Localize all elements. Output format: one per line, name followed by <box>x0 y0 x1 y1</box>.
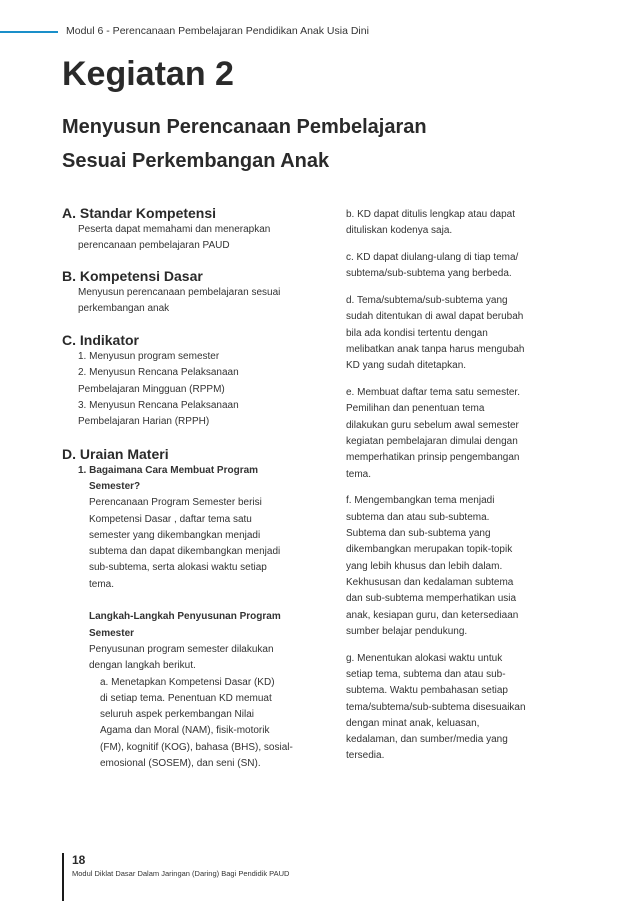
section-heading-standar-kompetensi: A. Standar Kompetensi <box>62 205 217 221</box>
text-line: 3. Menyusun Rencana Pelaksanaan <box>78 400 239 412</box>
subsection-heading: Semester? <box>89 480 141 492</box>
text-line: Perencanaan Program Semester berisi <box>89 497 262 509</box>
text-line: perencanaan pembelajaran PAUD <box>78 240 230 252</box>
text-line: tema. <box>89 578 115 590</box>
text-line: kedalaman, dan sumber/media yang <box>346 734 508 746</box>
section-body-standar-kompetensi <box>62 222 322 255</box>
text-line: dituliskan kodenya saja. <box>346 225 453 237</box>
paragraph-c <box>346 250 576 283</box>
text-line: dan sub-subtema memperhatikan usia <box>346 593 517 605</box>
right-column <box>346 207 576 775</box>
paragraph-e <box>346 385 576 483</box>
section-body-kompetensi-dasar <box>62 285 322 318</box>
text-line: Peserta dapat memahami dan menerapkan <box>78 224 271 235</box>
paragraph-d <box>346 293 576 374</box>
subsection-heading: 1. Bagaimana Cara Membuat Program <box>78 464 259 476</box>
text-line: sudah ditentukan di awal dapat berubah <box>346 311 524 323</box>
text-line: tersedia. <box>346 750 385 762</box>
text-line: 2. Menyusun Rencana Pelaksanaan <box>78 367 239 379</box>
subtitle-line: Menyusun Perencanaan Pembelajaran <box>62 116 427 138</box>
text-line: dikembangkan merupakan topik-topik <box>346 544 513 556</box>
text-line: anak, kesiapan guru, dan ketersediaan <box>346 609 519 621</box>
subsection-body <box>78 495 322 772</box>
page-subtitle <box>62 110 582 178</box>
text-line: g. Menentukan alokasi waktu untuk <box>346 652 503 664</box>
text-line: 1. Menyusun program semester <box>78 351 220 363</box>
page-title: Kegiatan 2 <box>62 55 234 93</box>
text-line: subtema/sub-subtema yang berbeda. <box>346 268 512 280</box>
text-line: Agama dan Moral (NAM), fisik-motorik <box>100 725 270 737</box>
text-line: tema/subtema/sub-subtema disesuaikan <box>346 701 526 713</box>
text-line: emosional (SOSEM), dan seni (SN). <box>100 758 261 770</box>
running-header: Modul 6 - Perencanaan Pembelajaran Pendidikan Anak Usia Dini <box>66 25 369 37</box>
text-line: sub-subtema, serta alokasi waktu setiap <box>89 562 267 574</box>
text-line: subtema. Waktu pembahasan setiap <box>346 685 508 697</box>
paragraph-b <box>346 207 576 240</box>
text-line: perkembangan anak <box>78 302 170 314</box>
text-line: Pemilihan dan penentuan tema <box>346 403 485 415</box>
paragraph-f <box>346 493 576 640</box>
page-number: 18 <box>72 853 86 867</box>
text-line: setiap tema, subtema dan atau sub- <box>346 668 506 680</box>
text-line: c. KD dapat diulang-ulang di tiap tema/ <box>346 252 519 264</box>
text-line: semester yang dikembangkan menjadi <box>89 529 261 541</box>
text-line: (FM), kognitif (KOG), bahasa (BHS), sosial- <box>100 741 293 753</box>
text-line: kegiatan pembelajaran dimulai dengan <box>346 436 518 448</box>
text-line: subtema dan atau sub-subtema. <box>346 511 490 523</box>
text-line: tema. <box>346 468 372 480</box>
text-line: sumber belajar pendukung. <box>346 625 468 637</box>
text-line: Subtema dan sub-subtema yang <box>346 528 491 540</box>
text-line: b. KD dapat ditulis lengkap atau dapat <box>346 209 516 220</box>
section-body-indikator <box>62 349 322 430</box>
text-line: melibatkan anak tanpa harus mengubah <box>346 344 525 356</box>
footer-accent-bar <box>62 853 64 901</box>
text-line: bila ada kondisi tertentu dengan <box>346 327 488 339</box>
subsection-heading: Semester <box>89 627 135 639</box>
text-line: dilakukan guru sebelum awal semester <box>346 419 519 431</box>
header-accent-line <box>0 31 58 33</box>
text-line: Pembelajaran Harian (RPPH) <box>78 416 210 428</box>
left-column <box>62 204 322 772</box>
paragraph-g <box>346 651 576 765</box>
text-line: memperhatikan prinsip pengembangan <box>346 452 520 464</box>
footer-text: Modul Diklat Dasar Dalam Jaringan (Daring) Bagi Pendidik PAUD <box>72 869 290 878</box>
section-heading-indikator: C. Indikator <box>62 332 140 349</box>
section-heading-kompetensi-dasar: B. Kompetensi Dasar <box>62 267 203 284</box>
text-line: e. Membuat daftar tema satu semester. <box>346 387 520 399</box>
text-line: Menyusun perencanaan pembelajaran sesuai <box>78 286 281 298</box>
text-line: dengan langkah berikut. <box>89 660 196 672</box>
section-body-uraian-materi <box>62 463 322 773</box>
subtitle-line: Sesuai Perkembangan Anak <box>62 150 330 172</box>
text-line: Kompetensi Dasar , daftar tema satu <box>89 513 252 525</box>
step-list <box>89 675 322 773</box>
text-line: subtema dan dapat dikembangkan menjadi <box>89 546 281 558</box>
text-line: dengan minat anak, keluasan, <box>346 717 480 729</box>
subsection-heading: Langkah-Langkah Penyusunan Program <box>89 611 281 623</box>
text-line: Pembelajaran Mingguan (RPPM) <box>78 383 225 395</box>
text-line: f. Mengembangkan tema menjadi <box>346 495 495 507</box>
section-heading-uraian-materi: D. Uraian Materi <box>62 445 169 462</box>
text-line: seluruh aspek perkembangan Nilai <box>100 709 254 721</box>
text-line: a. Menetapkan Kompetensi Dasar (KD) <box>100 676 275 688</box>
text-line: KD yang sudah ditetapkan. <box>346 360 467 372</box>
text-line: yang lebih khusus dan lebih dalam. <box>346 560 503 572</box>
text-line: Kekhususan dan kedalaman subtema <box>346 576 514 588</box>
text-line: Penyusunan program semester dilakukan <box>89 643 274 655</box>
text-line: d. Tema/subtema/sub-subtema yang <box>346 295 508 307</box>
text-line: di setiap tema. Penentuan KD memuat <box>100 692 272 704</box>
